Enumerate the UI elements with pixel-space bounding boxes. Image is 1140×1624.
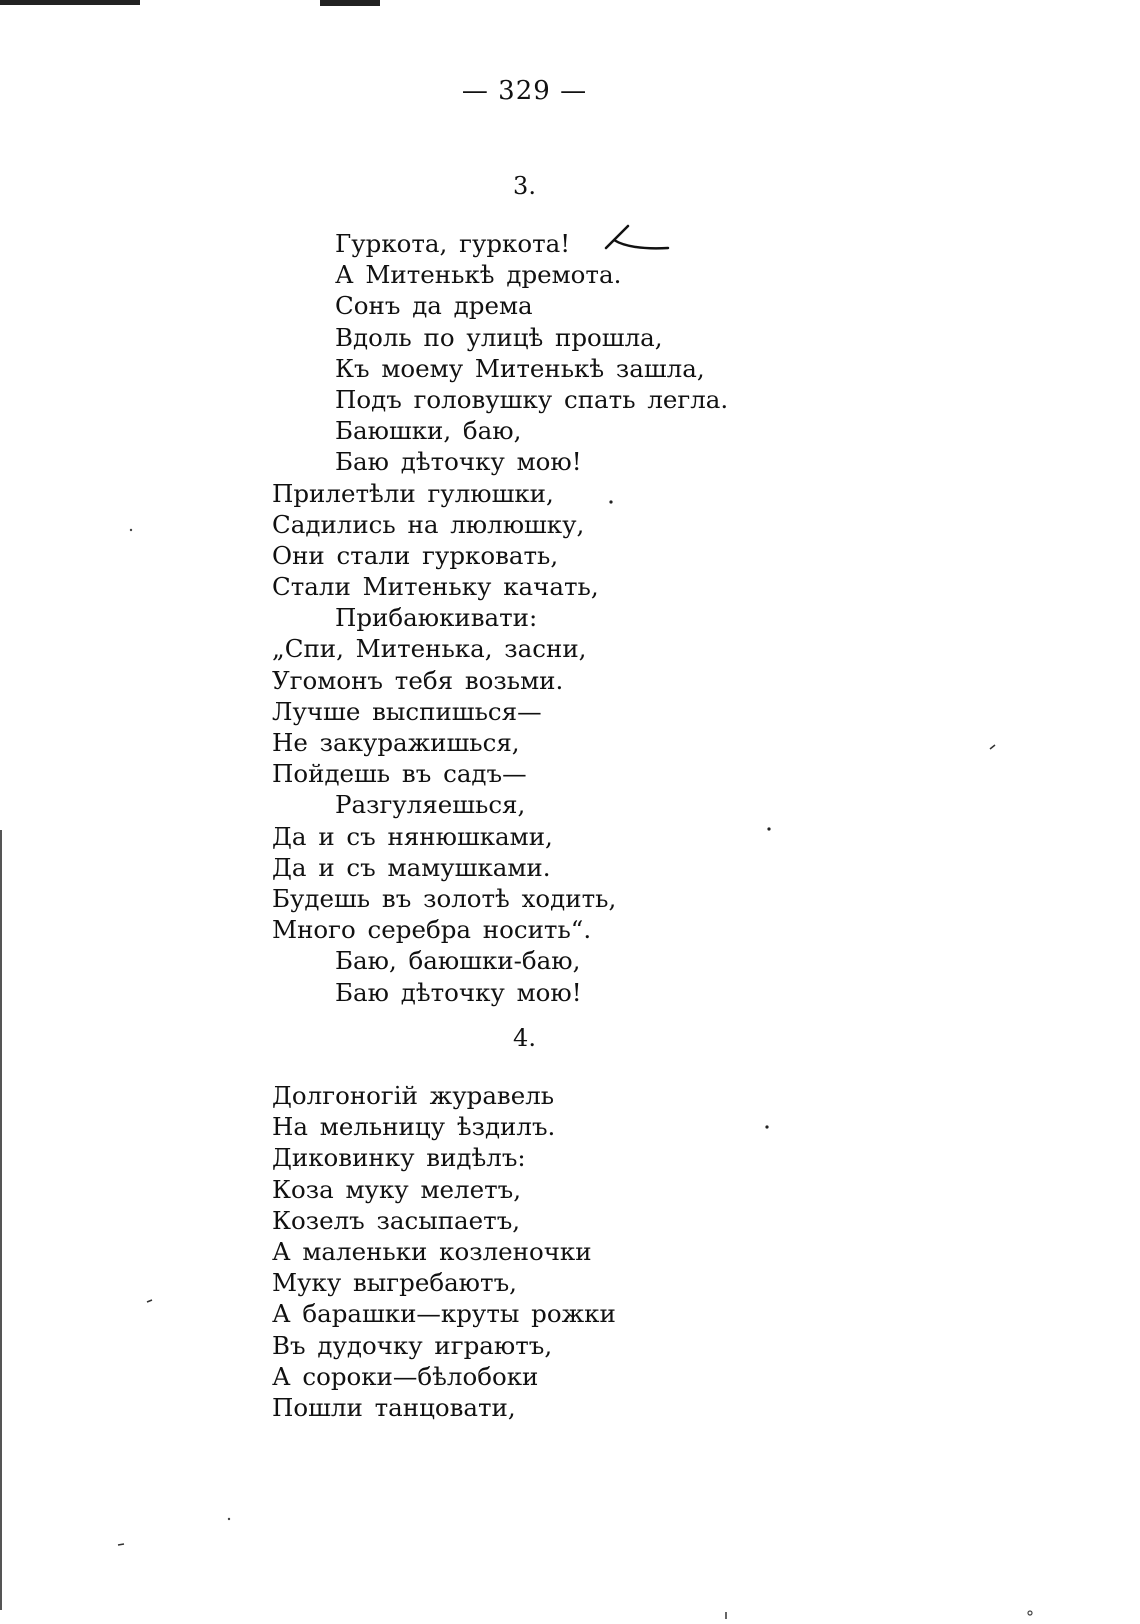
poem-line: Баю дѣточку мою! — [335, 977, 582, 1007]
poem-line: Долгоногій журавель — [272, 1081, 555, 1110]
poem-line: Пойдешь въ садъ— — [272, 759, 527, 789]
poem-line: Къ моему Митенькѣ зашла, — [335, 353, 705, 383]
poem-line: А сороки—бѣлобоки — [272, 1361, 539, 1391]
poem-line: Они стали гурковать, — [272, 540, 559, 570]
poem-line: Сонъ да дрема — [335, 291, 533, 321]
poem-line: Много серебра носить“. — [272, 915, 592, 945]
poem-line: Да и съ мамушками. — [272, 852, 551, 882]
poem-line: Не закуражишься, — [272, 728, 520, 757]
poem-line: Муку выгребаютъ, — [272, 1268, 517, 1298]
poem-line: А барашки—круты рожки — [272, 1299, 616, 1329]
poem-line: Угомонъ тебя возьми. — [272, 665, 564, 695]
poem-line: Разгуляешься, — [335, 790, 526, 820]
poem-line: Въ дудочку играютъ, — [272, 1330, 553, 1360]
page-number: — 329 — — [461, 76, 588, 106]
poem-line: Гуркота, гуркота! — [335, 229, 571, 258]
poem-line: Садились на люлюшку, — [272, 509, 585, 539]
poem-line: Козелъ засыпаетъ, — [272, 1205, 521, 1235]
poem-line: Подъ головушку спать легла. — [335, 384, 729, 414]
poem-line: Будешь въ золотѣ ходить, — [272, 883, 617, 913]
poem-line: Стали Митеньку качать, — [272, 572, 599, 602]
poem-line: „Спи, Митенька, засни, — [272, 634, 587, 664]
poem-line: Баю, баюшки-баю, — [335, 946, 581, 976]
poem-line: А маленьки козленочки — [272, 1236, 592, 1266]
poem-line: Коза муку мелетъ, — [272, 1174, 522, 1204]
poem-line: А Митенькѣ дремота. — [335, 260, 622, 290]
poem-line: Баюшки, баю, — [335, 416, 522, 446]
poem-line: Баю дѣточку мою! — [335, 447, 582, 477]
poem-line: Прибаюкивати: — [335, 603, 538, 633]
poem-line: Диковинку видѣлъ: — [272, 1143, 526, 1173]
section-number-4: 4. — [513, 1024, 536, 1052]
poem-line: Вдоль по улицѣ прошла, — [335, 322, 663, 352]
poem-line: На мельницу ѣздилъ. — [272, 1112, 556, 1142]
poem-line: Прилетѣли гулюшки, — [272, 478, 554, 508]
poem-line: Да и съ нянюшками, — [272, 821, 553, 851]
section-number-3: 3. — [513, 172, 536, 200]
poem-line: Пошли танцовати, — [272, 1392, 516, 1422]
poem-line: Лучше выспишься— — [272, 696, 542, 726]
